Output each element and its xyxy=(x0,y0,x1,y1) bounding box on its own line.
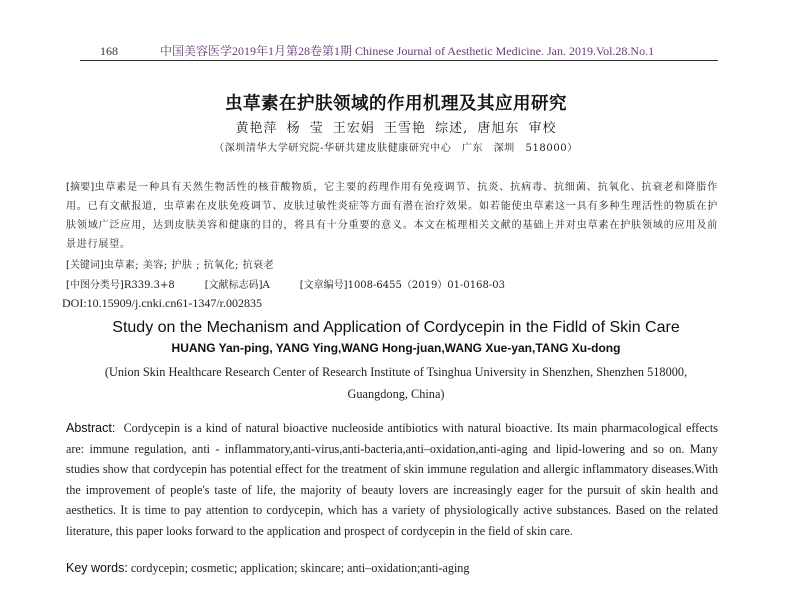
english-title: Study on the Mechanism and Application of Cordycepin in the Fidld of Skin Care xyxy=(112,319,680,336)
page-number: 168 xyxy=(100,44,118,58)
chinese-affiliation: （深圳清华大学研究院-华研共建皮肤健康研究中心 广东 深圳 518000） xyxy=(214,143,578,154)
chinese-keywords-label: [关键词] xyxy=(66,260,104,271)
article-number-value: 1008-6455（2019）01-0168-03 xyxy=(347,280,505,291)
english-abstract-text: Cordycepin is a kind of natural bioactive nucleoside antibiotics with natural bioactive. Its main pharmacological effects are: immune regulation, anti - inflammatory,anti-virus,anti-bacteria,anti–oxidation,anti-aging and lipid-lowering and so on. Many studies show that cordycepin has potential effect for the treatment of skin immune regulation and allergic inflammatory diseases.With the improvement of people's taste of life, the majority of beauty lovers are increasingly eager for the pursuit of skin health and aesthetics. It is time to pay attention to cordycepin, which has a variety of physiologically active substances. Based on the related literature, this paper looks forward to the application and prospect of cordycepin in the field of skin care. xyxy=(66,421,718,538)
classification-label: [中图分类号] xyxy=(66,280,124,291)
running-header xyxy=(80,42,718,61)
english-affiliation: (Union Skin Healthcare Research Center of Research Institute of Tsinghua University in Shenzhen, Shenzhen 518000, Guangdong, China) xyxy=(104,365,688,401)
english-keywords-text: cordycepin; cosmetic; application; skincare; anti–oxidation;anti-aging xyxy=(130,561,470,575)
doc-code-value: A xyxy=(262,280,270,291)
chinese-keywords xyxy=(66,256,718,275)
chinese-title: 虫草素在护肤领域的作用机理及其应用研究 xyxy=(225,94,567,114)
chinese-abstract xyxy=(66,178,718,254)
classification-value: R339.3+8 xyxy=(123,280,175,291)
doc-code-label: [文献标志码] xyxy=(204,280,263,291)
english-abstract xyxy=(66,418,718,541)
doi: DOI:10.15909/j.cnki.cn61-1347/r.002835 xyxy=(62,296,262,310)
english-keywords xyxy=(66,559,718,577)
english-authors: HUANG Yan-ping, YANG Ying,WANG Hong-juan,WANG Xue-yan,TANG Xu-dong xyxy=(171,341,621,355)
chinese-metadata xyxy=(66,276,718,295)
english-abstract-label: Abstract: xyxy=(66,421,116,435)
chinese-authors: 黄艳萍 杨 莹 王宏娟 王雪艳 综述, 唐旭东 审校 xyxy=(235,121,557,136)
journal-citation: 中国美容医学2019年1月第28卷第1期 Chinese Journal of Aesthetic Medicine. Jan. 2019.Vol.28.No.1 xyxy=(160,44,655,58)
chinese-abstract-label: [摘要] xyxy=(66,182,95,193)
chinese-keywords-text: 虫草素; 美容; 护肤 ; 抗氧化; 抗衰老 xyxy=(103,260,275,271)
article-number-label: [文章编号] xyxy=(299,280,348,291)
chinese-abstract-text: 虫草素是一种具有天然生物活性的核苷酸物质，它主要的药理作用有免疫调节、抗炎、抗病毒、抗细菌、抗氧化、抗衰老和降脂作用。已有文献报道，虫草素在皮肤免疫调节、皮肤过敏性炎症等方面有潜在治疗效果。如若能使虫草素这一具有多种生理活性的物质在护肤领域广泛应用，达到皮肤美容和健康的目的，将具有十分重要的意义。本文在梳理相关文献的基础上并对虫草素在护肤领域的应用及前景进行展望。 xyxy=(66,182,718,250)
english-keywords-label: Key words: xyxy=(66,561,128,575)
